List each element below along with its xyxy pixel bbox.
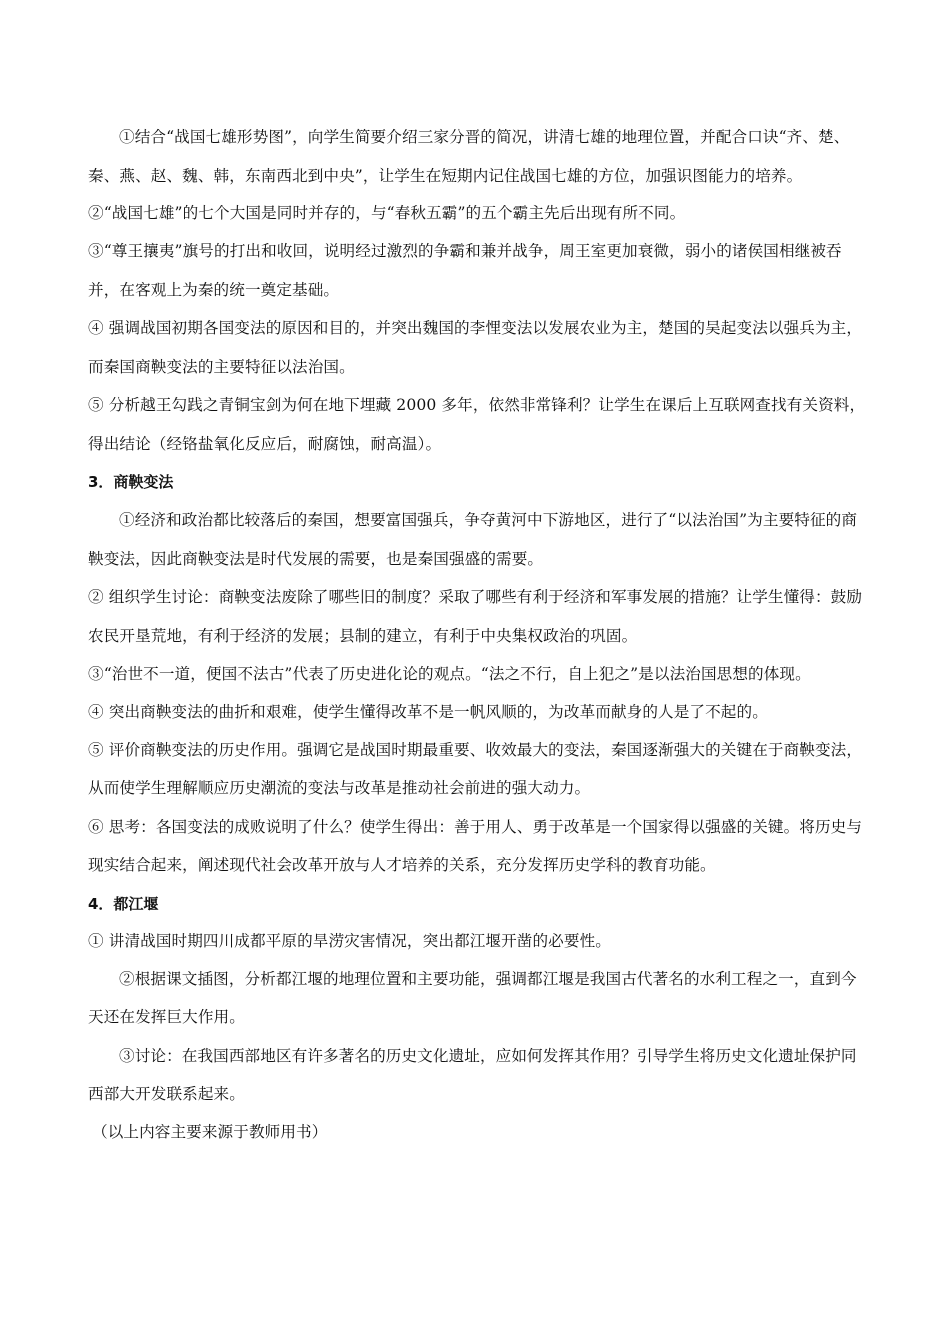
intro-paragraph-2: ②“战国七雄”的七个大国是同时并存的，与“春秋五霸”的五个霸主先后出现有所不同。	[88, 204, 686, 222]
shangyang-paragraph-5: ⑤ 评价商鞅变法的历史作用。强调它是战国时期最重要、收效最大的变法，秦国逐渐强大的关键在于商鞅变法，从而使学生理解顺应历史潮流的变法与改革是推动社会前进的强大动力。	[88, 740, 863, 797]
shangyang-paragraph-2: ② 组织学生讨论：商鞅变法废除了哪些旧的制度？采取了哪些有利于经济和军事发展的措施？让学生懂得：鼓励农民开垦荒地，有利于经济的发展；县制的建立，有利于中央集权政治的巩固。	[88, 588, 863, 645]
intro-paragraph-5: ⑤ 分析越王勾践之青铜宝剑为何在地下埋藏 2000 多年，依然非常锋利？让学生在课后上互联网查找有关资料，得出结论（经铬盐氧化反应后，耐腐蚀，耐高温）。	[88, 396, 866, 453]
dujiangyan-paragraph-1: ① 讲清战国时期四川成都平原的旱涝灾害情况，突出都江堰开凿的必要性。	[88, 931, 611, 950]
section-heading-dujiangyan: 4．都江堰	[88, 894, 159, 913]
intro-paragraph-3: ③“尊王攘夷”旗号的打出和收回，说明经过激烈的争霸和兼并战争，周王室更加衰微，弱小的诸侯国相继被吞并，在客观上为秦的统一奠定基础。	[88, 242, 842, 299]
document-body	[88, 118, 868, 1151]
shangyang-paragraph-3: ③“治世不一道，便国不法古”代表了历史进化论的观点。“法之不行，自上犯之”是以法治国思想的体现。	[88, 665, 811, 683]
dujiangyan-paragraph-2: ②根据课文插图，分析都江堰的地理位置和主要功能，强调都江堰是我国古代著名的水利工程之一，直到今天还在发挥巨大作用。	[88, 969, 857, 1026]
shangyang-paragraph-1: ①经济和政治都比较落后的秦国，想要富国强兵，争夺黄河中下游地区，进行了“以法治国”为主要特征的商鞅变法，因此商鞅变法是时代发展的需要，也是秦国强盛的需要。	[88, 511, 858, 568]
dujiangyan-paragraph-3: ③讨论：在我国西部地区有许多著名的历史文化遗址，应如何发挥其作用？引导学生将历史文化遗址保护同西部大开发联系起来。	[88, 1046, 857, 1103]
source-note: （以上内容主要来源于教师用书）	[92, 1122, 328, 1141]
intro-paragraph-1: ①结合“战国七雄形势图”，向学生简要介绍三家分晋的简况，讲清七雄的地理位置，并配合口诀“齐、楚、秦、燕、赵、魏、韩，东南西北到中央”，让学生在短期内记住战国七雄的方位，加强识图能力的培养。	[88, 128, 850, 185]
shangyang-paragraph-6: ⑥ 思考：各国变法的成败说明了什么？使学生得出：善于用人、勇于改革是一个国家得以强盛的关键。将历史与现实结合起来，阐述现代社会改革开放与人才培养的关系，充分发挥历史学科的教育功能。	[88, 817, 863, 874]
section-heading-shangyang: 3．商鞅变法	[88, 473, 174, 491]
intro-paragraph-4: ④ 强调战国初期各国变法的原因和目的，并突出魏国的李悝变法以发展农业为主，楚国的吴起变法以强兵为主，而秦国商鞅变法的主要特征以法治国。	[88, 319, 863, 376]
shangyang-paragraph-4: ④ 突出商鞅变法的曲折和艰难，使学生懂得改革不是一帆风顺的，为改革而献身的人是了不起的。	[88, 702, 768, 721]
